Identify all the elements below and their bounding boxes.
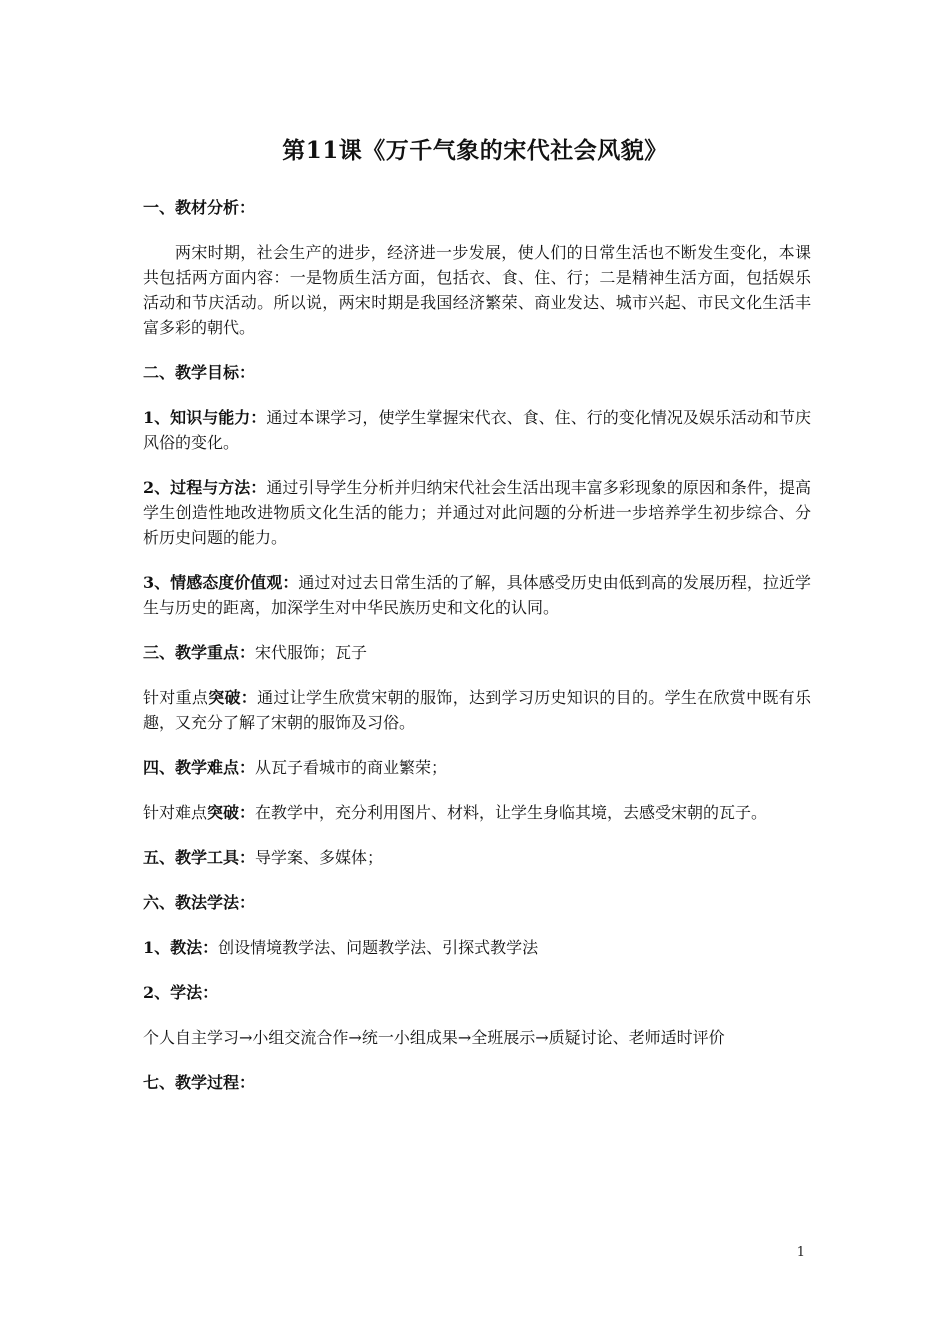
goal-process: [143, 475, 811, 550]
section-difficulties: [143, 755, 811, 780]
analysis-paragraph: 两宋时期，社会生产的进步，经济进一步发展，使人们的日常生活也不断发生变化，本课共包括两方面内容：一是物质生活方面，包括衣、食、住、行；二是精神生活方面，包括娱乐活动和节庆活动。所以说，两宋时期是我国经济繁荣、商业发达、城市兴起、市民文化生活丰富多彩的朝代。: [143, 243, 811, 337]
document-title: 第11课《万千气象的宋代社会风貌》: [282, 137, 668, 164]
teaching-method-text: 创设情境教学法、问题教学法、引探式教学法: [218, 938, 539, 957]
section-tools: [143, 845, 811, 870]
goal-knowledge: [143, 405, 811, 455]
difficulties-label: 四、教学难点：: [143, 758, 256, 777]
page-number: 1: [796, 1245, 805, 1260]
key-points-text: 宋代服饰；瓦子: [255, 643, 368, 662]
goal-process-text: 通过引导学生分析并归纳宋代社会生活出现丰富多彩现象的原因和条件，提高学生创造性地改进物质文化生活的能力；并通过对此问题的分析进一步培养学生初步综合、分析历史问题的能力。: [143, 478, 811, 547]
difficulties-breakthrough: [143, 800, 811, 825]
difficulty-breakthrough-text: 在教学中，充分利用图片、材料，让学生身临其境，去感受宋朝的瓦子。: [255, 803, 768, 822]
tools-label: 五、教学工具：: [143, 848, 256, 867]
difficulties-text: 从瓦子看城市的商业繁荣；: [255, 758, 448, 777]
goal-knowledge-label: 1、知识与能力：: [143, 408, 267, 427]
tools-text: 导学案、多媒体；: [255, 848, 384, 867]
key-points-breakthrough: [143, 685, 811, 735]
difficulty-breakthrough-prefix: 针对难点: [143, 803, 208, 822]
section-heading-goals: 二、教学目标：: [143, 363, 256, 382]
goal-attitude-label: 3、情感态度价值观：: [143, 573, 299, 592]
learning-method-text: 个人自主学习→小组交流合作→统一小组成果→全班展示→质疑讨论、老师适时评价: [143, 1028, 725, 1047]
learning-method-label: 2、学法：: [143, 983, 219, 1002]
teaching-method-label: 1、教法：: [143, 938, 219, 957]
section-heading-methods: 六、教法学法：: [143, 893, 256, 912]
section-heading-analysis: 一、教材分析：: [143, 198, 256, 217]
difficulty-breakthrough-label: 突破：: [207, 803, 256, 822]
goal-knowledge-text: 通过本课学习，使学生掌握宋代衣、食、住、行的变化情况及娱乐活动和节庆风俗的变化。: [143, 408, 811, 452]
document-body: [143, 195, 811, 1115]
teaching-method: [143, 935, 811, 960]
key-breakthrough-prefix: 针对重点: [143, 688, 209, 707]
goal-process-label: 2、过程与方法：: [143, 478, 267, 497]
key-points-label: 三、教学重点：: [143, 643, 256, 662]
goal-attitude-text: 通过对过去日常生活的了解，具体感受历史由低到高的发展历程，拉近学生与历史的距离，加深学生对中华民族历史和文化的认同。: [143, 573, 811, 617]
section-heading-process: 七、教学过程：: [143, 1073, 256, 1092]
section-key-points: [143, 640, 811, 665]
key-breakthrough-text: 通过让学生欣赏宋朝的服饰，达到学习历史知识的目的。学生在欣赏中既有乐趣，又充分了解了宋朝的服饰及习俗。: [143, 688, 811, 732]
key-breakthrough-label: 突破：: [208, 688, 258, 707]
goal-attitude: [143, 570, 811, 620]
